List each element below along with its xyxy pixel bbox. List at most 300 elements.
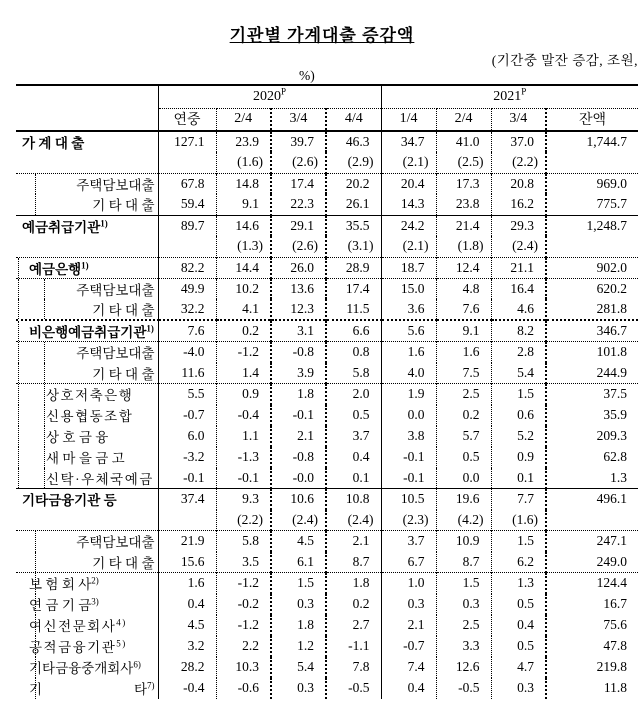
value-cell: 12.6 — [436, 657, 491, 678]
value-cell: 0.4 — [491, 615, 546, 636]
row-label — [16, 384, 158, 405]
row-label — [16, 236, 158, 257]
value-cell: -1.2 — [216, 573, 271, 594]
table-row — [16, 678, 638, 699]
value-cell: 1.3 — [610, 469, 628, 485]
value-cell: 15.0 — [381, 278, 436, 299]
row-label — [16, 615, 158, 636]
value-cell: -0.5 — [436, 678, 491, 699]
value-cell: 209.3 — [596, 428, 628, 443]
hierarchy-guide-line — [18, 258, 19, 278]
value-cell: 7.5 — [436, 363, 491, 384]
value-cell: 2.1 — [271, 426, 326, 447]
value-cell: 2.1 — [326, 531, 381, 552]
row-label — [16, 278, 158, 299]
row-label-text: 기타금융기관 등 — [22, 493, 117, 509]
value-cell: 11.6 — [158, 363, 216, 384]
value-cell: 2.7 — [326, 615, 381, 636]
table-row — [16, 657, 638, 678]
value-cell: 46.3 — [326, 131, 381, 152]
value-cell: 20.2 — [326, 173, 381, 194]
value-cell: -0.5 — [326, 678, 381, 699]
value-cell: 62.8 — [603, 449, 628, 464]
table-body — [16, 131, 638, 699]
value-cell: (2.4) — [271, 510, 326, 531]
hierarchy-guide-line — [35, 594, 36, 615]
value-cell: 9.3 — [216, 489, 271, 510]
value-cell: 2.8 — [491, 342, 546, 363]
hierarchy-guide-line — [35, 174, 36, 195]
value-cell: 10.3 — [216, 657, 271, 678]
value-cell: 10.6 — [271, 489, 326, 510]
value-cell: 219.8 — [596, 659, 628, 674]
value-cell: 4.5 — [271, 531, 326, 552]
row-label — [16, 636, 158, 657]
value-cell: 26.0 — [271, 257, 326, 278]
value-cell: 247.1 — [546, 531, 638, 552]
value-cell: 902.0 — [546, 257, 638, 278]
table-row — [16, 552, 638, 573]
value-cell: 101.8 — [546, 342, 638, 363]
value-cell: 0.0 — [436, 468, 491, 489]
hierarchy-guide-line — [35, 194, 36, 215]
value-cell: 6.2 — [491, 552, 546, 573]
col-group-2021: $2021^P$ — [381, 85, 638, 108]
value-cell: 19.6 — [436, 489, 491, 510]
value-cell: (2.4) — [326, 510, 381, 531]
row-label-text: 공적금융기관$^{5)}$ — [29, 638, 127, 655]
value-cell: 1,248.7 — [546, 215, 638, 236]
value-cell: (2.6) — [271, 236, 326, 257]
row-label — [16, 363, 158, 384]
value-cell: (2.6) — [271, 152, 326, 173]
table-row — [16, 426, 638, 447]
value-cell: -0.0 — [271, 468, 326, 489]
col-header-7: 3/4 — [491, 108, 546, 131]
value-cell: 3.1 — [271, 320, 326, 342]
value-cell: 12.4 — [436, 257, 491, 278]
row-label-text: 신탁·우체국예금 — [46, 471, 154, 487]
row-label — [16, 426, 158, 447]
value-cell: 17.3 — [436, 173, 491, 194]
value-cell: 10.8 — [326, 489, 381, 510]
page-title — [0, 21, 644, 46]
row-label-text: 주택담보대출 — [76, 346, 155, 362]
value-cell: 7.7 — [491, 489, 546, 510]
table-row-growth-rate — [16, 152, 638, 173]
value-cell: 244.9 — [596, 364, 628, 380]
value-cell: 8.7 — [326, 552, 381, 573]
value-cell: 0.3 — [436, 594, 491, 615]
value-cell: 34.7 — [381, 131, 436, 152]
value-cell: 0.4 — [381, 678, 436, 699]
value-cell: 0.4 — [326, 447, 381, 468]
table-row — [16, 573, 638, 594]
value-cell: 0.9 — [216, 384, 271, 405]
row-label-text: 신용협동조합 — [46, 409, 134, 424]
unit-note-line2: %) — [299, 68, 315, 83]
value-cell: 0.2 — [216, 320, 271, 342]
value-cell: 29.1 — [271, 215, 326, 236]
value-cell: 29.3 — [491, 215, 546, 236]
value-cell: 10.2 — [216, 278, 271, 299]
value-cell: 2.2 — [216, 636, 271, 657]
value-cell: 4.8 — [436, 278, 491, 299]
hierarchy-guide-line — [35, 573, 36, 594]
value-cell — [158, 510, 216, 531]
value-cell: 23.8 — [436, 194, 491, 215]
hierarchy-guide-line — [18, 384, 19, 405]
row-label — [16, 299, 158, 320]
hierarchy-guide-line — [44, 342, 45, 363]
value-cell: (1.6) — [491, 510, 546, 531]
value-cell: 1.3 — [491, 573, 546, 594]
hierarchy-guide-line — [35, 678, 36, 699]
table-row — [16, 531, 638, 552]
institution-loans-table — [16, 84, 638, 699]
value-cell: 1.0 — [381, 573, 436, 594]
value-cell: 16.7 — [603, 596, 628, 611]
value-cell: 5.8 — [326, 363, 381, 384]
value-cell: 1.8 — [271, 384, 326, 405]
value-cell: 11.5 — [326, 299, 381, 320]
value-cell: 0.5 — [436, 447, 491, 468]
value-cell: 3.2 — [158, 636, 216, 657]
value-cell: 13.6 — [271, 278, 326, 299]
value-cell: (2.1) — [381, 152, 436, 173]
hierarchy-guide-line — [44, 468, 45, 489]
value-cell: 124.4 — [546, 573, 638, 594]
col-group-2020: $2020^P$ — [158, 85, 381, 108]
value-cell: 496.1 — [546, 489, 638, 510]
value-cell: -0.1 — [158, 468, 216, 489]
value-cell: 21.4 — [436, 215, 491, 236]
value-cell: 346.7 — [546, 320, 638, 342]
value-cell: 1.2 — [271, 636, 326, 657]
value-cell: (2.2) — [216, 510, 271, 531]
row-label — [16, 447, 158, 468]
row-label — [16, 194, 158, 215]
corner-cell — [16, 85, 158, 131]
row-label — [16, 215, 158, 236]
hierarchy-guide-line — [35, 657, 36, 678]
hierarchy-guide-line — [35, 531, 36, 552]
value-cell: 21.9 — [158, 531, 216, 552]
value-cell: 1.8 — [326, 573, 381, 594]
table-row — [16, 131, 638, 152]
row-label-text: 기 타 대 출 — [92, 303, 155, 318]
value-cell: 0.8 — [326, 342, 381, 363]
value-cell: 5.6 — [381, 320, 436, 342]
row-label-text: 상호저축은행 — [46, 388, 134, 404]
value-cell: 0.3 — [381, 594, 436, 615]
col-header-6: 2/4 — [436, 108, 491, 131]
value-cell: 82.2 — [158, 257, 216, 278]
value-cell: 89.7 — [158, 215, 216, 236]
col-header-2: 2/4 — [216, 108, 271, 131]
header-group-row — [16, 85, 638, 108]
hierarchy-guide-line — [18, 342, 19, 363]
row-label-text: 새 마 을 금 고 — [46, 451, 125, 466]
row-label-text: 가 계 대 출 — [22, 136, 85, 151]
row-label — [16, 489, 158, 510]
value-cell: -1.2 — [216, 615, 271, 636]
value-cell: 0.5 — [491, 636, 546, 657]
hierarchy-guide-line — [44, 426, 45, 447]
table-row-growth-rate — [16, 510, 638, 531]
value-cell: -0.8 — [271, 447, 326, 468]
row-label-text: 기 타$^{7)}$ — [29, 680, 155, 697]
row-label-text: 예금은행$^{1)}$ — [29, 260, 89, 277]
hierarchy-guide-line — [18, 468, 19, 489]
value-cell: 1.9 — [381, 384, 436, 405]
value-cell: 4.1 — [216, 299, 271, 320]
value-cell: (1.8) — [436, 236, 491, 257]
value-cell: 249.0 — [596, 553, 628, 569]
value-cell: (3.1) — [326, 236, 381, 257]
value-cell: 11.8 — [603, 680, 628, 695]
value-cell: -0.1 — [271, 405, 326, 426]
unit-note-line1: (기간중 말잔 증감, 조원, — [491, 53, 638, 68]
value-cell: (2.5) — [436, 152, 491, 173]
value-cell: 16.4 — [491, 278, 546, 299]
value-cell: -0.8 — [271, 342, 326, 363]
value-cell: -0.4 — [158, 678, 216, 699]
value-cell: 3.9 — [271, 363, 326, 384]
value-cell: 5.8 — [216, 531, 271, 552]
value-cell: 9.1 — [216, 194, 271, 215]
value-cell: 14.3 — [381, 194, 436, 215]
value-cell: (2.1) — [381, 236, 436, 257]
row-label — [16, 573, 158, 594]
value-cell: 3.6 — [381, 299, 436, 320]
table-row — [16, 615, 638, 636]
value-cell: (4.2) — [436, 510, 491, 531]
value-cell: 20.4 — [381, 173, 436, 194]
hierarchy-guide-line — [35, 636, 36, 657]
value-cell: -0.6 — [216, 678, 271, 699]
table-row — [16, 594, 638, 615]
value-cell: -4.0 — [158, 342, 216, 363]
value-cell: 0.3 — [491, 678, 546, 699]
table-row — [16, 278, 638, 299]
value-cell: 1,744.7 — [586, 134, 628, 149]
row-label-text: 주택담보대출 — [76, 535, 155, 551]
value-cell: 0.0 — [381, 405, 436, 426]
table-row — [16, 194, 638, 215]
value-cell: 7.6 — [436, 299, 491, 320]
value-cell: 26.1 — [326, 194, 381, 215]
value-cell: 1.6 — [158, 573, 216, 594]
row-label — [16, 510, 158, 531]
value-cell: -1.3 — [216, 447, 271, 468]
value-cell: 5.5 — [158, 384, 216, 405]
value-cell: 9.1 — [436, 320, 491, 342]
value-cell: (2.4) — [491, 236, 546, 257]
value-cell: (2.2) — [491, 152, 546, 173]
value-cell: 620.2 — [546, 278, 638, 299]
value-cell: 41.0 — [436, 131, 491, 152]
value-cell: 14.6 — [216, 215, 271, 236]
row-label-text: 비은행예금취급기관$^{1)}$ — [29, 323, 154, 340]
row-label-text: 주택담보대출 — [76, 282, 155, 298]
value-cell: 21.1 — [491, 257, 546, 278]
value-cell: 0.2 — [326, 594, 381, 615]
row-label — [16, 152, 158, 173]
value-cell: -0.1 — [381, 468, 436, 489]
value-cell: 28.9 — [326, 257, 381, 278]
value-cell: 1.6 — [381, 342, 436, 363]
value-cell: (1.6) — [216, 152, 271, 173]
value-cell: 17.4 — [271, 173, 326, 194]
value-cell: 7.4 — [381, 657, 436, 678]
value-cell: 22.3 — [271, 194, 326, 215]
row-label — [16, 657, 158, 678]
value-cell: 0.1 — [326, 468, 381, 489]
value-cell — [158, 152, 216, 173]
value-cell: 39.7 — [271, 131, 326, 152]
value-cell: -1.2 — [216, 342, 271, 363]
value-cell: -1.1 — [326, 636, 381, 657]
hierarchy-guide-line — [35, 615, 36, 636]
hierarchy-guide-line — [44, 279, 45, 300]
value-cell: 2.5 — [436, 615, 491, 636]
value-cell: -0.2 — [216, 594, 271, 615]
row-label — [16, 320, 158, 342]
hierarchy-guide-line — [44, 405, 45, 426]
value-cell: 1.4 — [216, 363, 271, 384]
value-cell: 59.4 — [158, 194, 216, 215]
value-cell: 16.2 — [491, 194, 546, 215]
table-row — [16, 468, 638, 489]
value-cell: 37.5 — [546, 384, 638, 405]
value-cell: 47.8 — [603, 638, 628, 653]
value-cell: 281.8 — [596, 301, 628, 316]
hierarchy-guide-line — [44, 384, 45, 405]
row-label-text: 기 타 대 출 — [92, 366, 155, 382]
value-cell: 35.5 — [326, 215, 381, 236]
col-header-3: 3/4 — [271, 108, 326, 131]
value-cell: 6.0 — [158, 426, 216, 447]
value-cell: 0.1 — [491, 468, 546, 489]
value-cell: 1.6 — [436, 342, 491, 363]
value-cell: 0.6 — [491, 405, 546, 426]
value-cell: 6.1 — [271, 552, 326, 573]
value-cell: 49.9 — [158, 278, 216, 299]
value-cell: 20.8 — [491, 173, 546, 194]
hierarchy-guide-line — [44, 299, 45, 319]
col-header-5: 1/4 — [381, 108, 436, 131]
table-row — [16, 447, 638, 468]
value-cell: -0.7 — [158, 405, 216, 426]
value-cell — [158, 236, 216, 257]
row-label — [16, 131, 158, 152]
row-label — [16, 257, 158, 278]
value-cell: 75.6 — [603, 617, 628, 632]
value-cell: 32.2 — [158, 299, 216, 320]
row-label — [16, 342, 158, 363]
value-cell: 5.4 — [271, 657, 326, 678]
value-cell: 0.3 — [271, 678, 326, 699]
table-row — [16, 299, 638, 320]
row-label — [16, 594, 158, 615]
hierarchy-guide-line — [44, 447, 45, 468]
row-label-text: 연 금 기 금$^{3)}$ — [29, 596, 99, 613]
row-label — [16, 531, 158, 552]
value-cell: 8.7 — [436, 552, 491, 573]
row-label-text: 주택담보대출 — [76, 177, 155, 193]
hierarchy-guide-line — [18, 279, 19, 300]
row-label-text: 상 호 금 융 — [46, 430, 109, 445]
value-cell: 23.9 — [216, 131, 271, 152]
value-cell: 1.5 — [271, 573, 326, 594]
table-row-growth-rate — [16, 236, 638, 257]
value-cell: 0.2 — [436, 405, 491, 426]
hierarchy-guide-line — [44, 363, 45, 384]
value-cell: 14.4 — [216, 257, 271, 278]
value-cell: 5.4 — [491, 363, 546, 384]
value-cell: 28.2 — [158, 657, 216, 678]
value-cell: 5.2 — [491, 426, 546, 447]
value-cell: 4.6 — [491, 299, 546, 320]
value-cell: 8.2 — [491, 320, 546, 342]
row-label — [16, 678, 158, 699]
value-cell: (1.3) — [216, 236, 271, 257]
row-label-text: 보 험 회 사$^{2)}$ — [29, 575, 99, 593]
hierarchy-guide-line — [18, 321, 19, 341]
value-cell: 24.2 — [381, 215, 436, 236]
value-cell: 0.3 — [271, 594, 326, 615]
value-cell: 1.1 — [216, 426, 271, 447]
value-cell: 37.0 — [491, 131, 546, 152]
table-row — [16, 320, 638, 342]
row-label-text: 기 타 대 출 — [92, 555, 155, 571]
hierarchy-guide-line — [18, 426, 19, 447]
value-cell: -0.7 — [381, 636, 436, 657]
value-cell: -0.1 — [381, 447, 436, 468]
col-header-8: 잔액 — [546, 108, 638, 131]
row-label — [16, 468, 158, 489]
value-cell: (2.9) — [326, 152, 381, 173]
value-cell: 18.7 — [381, 257, 436, 278]
value-cell: 14.8 — [216, 173, 271, 194]
value-cell: 127.1 — [158, 131, 216, 152]
value-cell: 0.5 — [491, 594, 546, 615]
value-cell: 4.7 — [491, 657, 546, 678]
table-row — [16, 384, 638, 405]
value-cell: 6.7 — [381, 552, 436, 573]
row-label-text: 예금취급기관$^{1)}$ — [22, 218, 108, 235]
value-cell: 1.5 — [491, 531, 546, 552]
value-cell — [546, 236, 638, 257]
row-label — [16, 173, 158, 194]
value-cell: 37.4 — [158, 489, 216, 510]
table-header — [16, 85, 638, 131]
value-cell: 3.5 — [216, 552, 271, 573]
value-cell: (2.3) — [381, 510, 436, 531]
value-cell: 775.7 — [596, 196, 628, 212]
value-cell: 7.6 — [158, 320, 216, 342]
table-row — [16, 636, 638, 657]
value-cell: 2.0 — [326, 384, 381, 405]
value-cell: -3.2 — [158, 447, 216, 468]
value-cell: 4.5 — [158, 615, 216, 636]
page-title-text: 기관별 가계대출 증감액 — [229, 26, 415, 45]
value-cell: 2.5 — [436, 384, 491, 405]
value-cell: 1.5 — [436, 573, 491, 594]
value-cell: 4.0 — [381, 363, 436, 384]
value-cell: 5.7 — [436, 426, 491, 447]
